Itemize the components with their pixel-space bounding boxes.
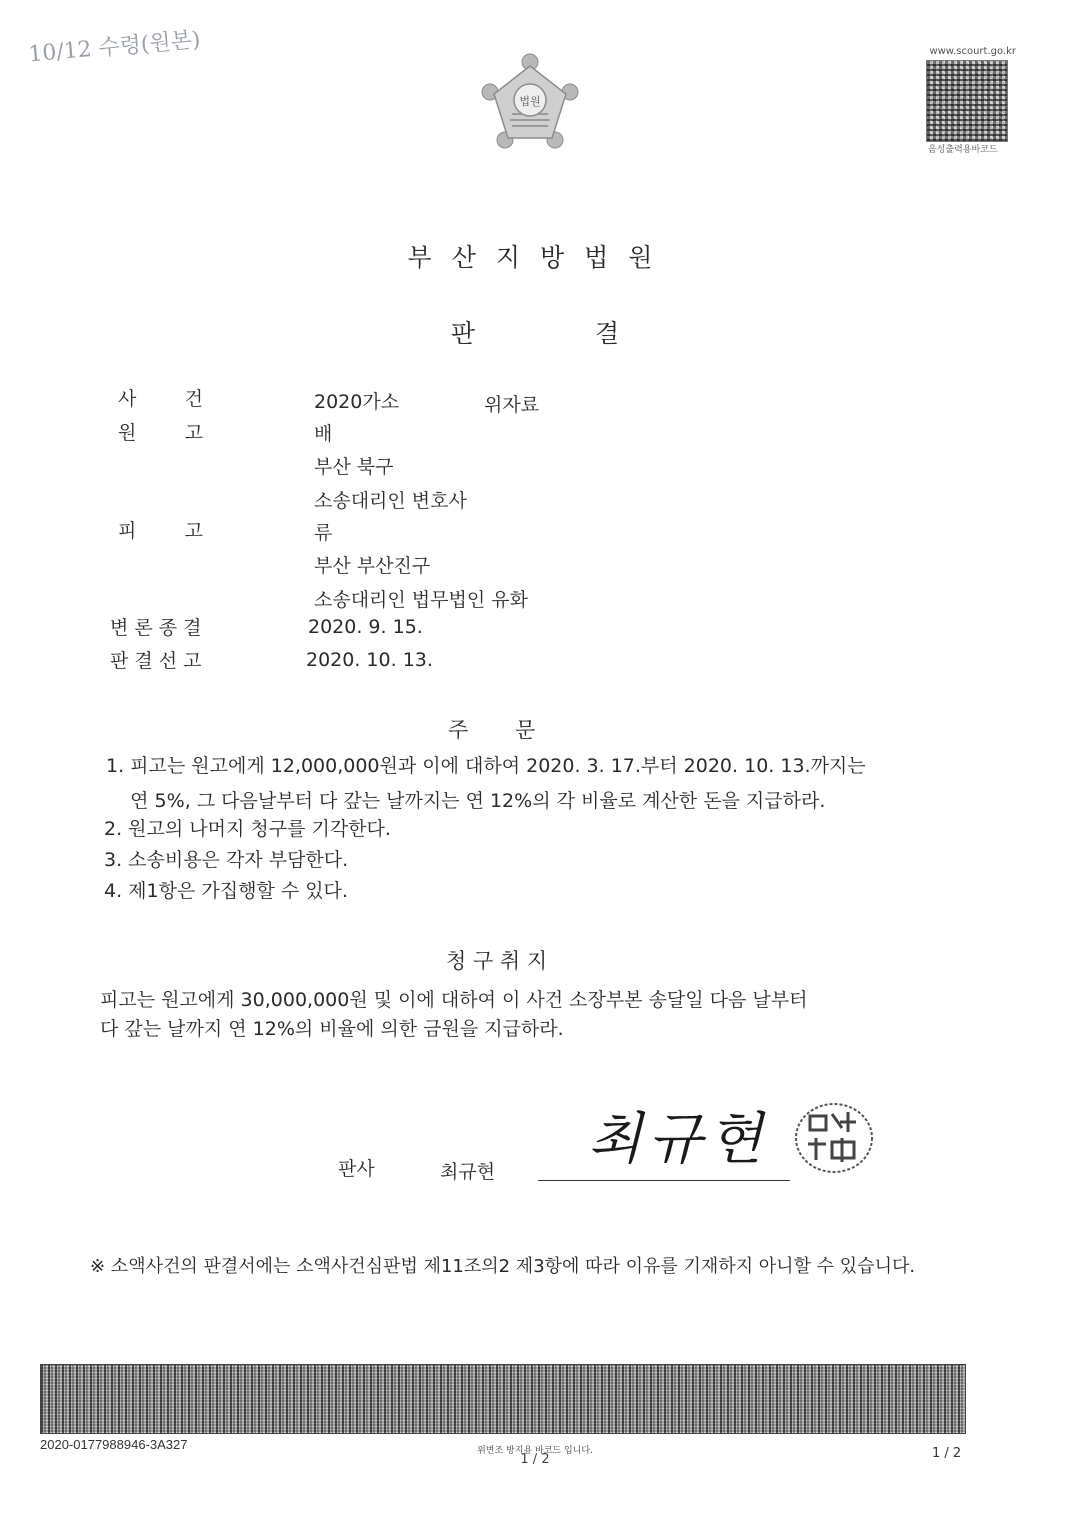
qr-code-block bbox=[922, 46, 1016, 155]
claim-line: 다 갚는 날까지 연 12%의 비율에 의한 금원을 지급하라. bbox=[100, 1018, 564, 1040]
plaintiff-label: 원 고 bbox=[118, 422, 204, 444]
judgment-item: 연 5%, 그 다음날부터 다 갚는 날까지는 연 12%의 각 비율로 계산한 돈을 지급하라. bbox=[106, 790, 826, 812]
signature-text: 최규현 bbox=[588, 1107, 769, 1172]
judgment-item: 2. 원고의 나머지 청구를 기각한다. bbox=[104, 818, 391, 840]
page-number-right: 1 / 2 bbox=[932, 1446, 962, 1461]
plaintiff-attorney: 소송대리인 변호사 bbox=[314, 490, 467, 512]
judge-signature bbox=[588, 1098, 878, 1178]
closing-date: 2020. 9. 15. bbox=[308, 616, 423, 638]
judgment-item: 1. 피고는 원고에게 12,000,000원과 이에 대하여 2020. 3. 17.부터 2020. 10. 13.까지는 bbox=[106, 755, 866, 777]
defendant-name: 류 bbox=[314, 522, 333, 544]
notice-text: ※ 소액사건의 판결서에는 소액사건심판법 제11조의2 제3항에 따라 이유를 기재하지 아니할 수 있습니다. bbox=[90, 1256, 916, 1277]
barcode-caption: 위변조 방지용 바코드 입니다. bbox=[477, 1446, 593, 1456]
case-number: 2020가소 bbox=[314, 391, 400, 413]
judgment-heading: 주 문 bbox=[448, 718, 536, 742]
judgment-item: 3. 소송비용은 각자 부담한다. bbox=[104, 849, 349, 871]
plaintiff-name: 배 bbox=[314, 423, 333, 445]
case-subject: 위자료 bbox=[484, 394, 540, 416]
ruling-label: 판 결 선 고 bbox=[110, 650, 202, 672]
seal-text: 법원 bbox=[519, 95, 541, 108]
claim-line: 피고는 원고에게 30,000,000원 및 이에 대하여 이 사건 소장부본 송달일 다음 날부터 bbox=[100, 989, 808, 1011]
document-title: 판결 bbox=[450, 319, 740, 348]
judge-title: 판사 bbox=[338, 1158, 375, 1180]
signature-line bbox=[538, 1180, 790, 1181]
qr-url: www.scourt.go.kr bbox=[929, 46, 1016, 57]
plaintiff-address: 부산 북구 bbox=[314, 456, 394, 478]
court-emblem-icon bbox=[478, 52, 582, 156]
judge-name: 최규현 bbox=[440, 1161, 496, 1183]
claim-heading: 청 구 취 지 bbox=[446, 949, 548, 973]
anti-forgery-barcode-icon bbox=[40, 1364, 966, 1434]
closing-label: 변 론 종 결 bbox=[110, 617, 202, 639]
ruling-date: 2020. 10. 13. bbox=[306, 649, 433, 671]
defendant-label: 피 고 bbox=[118, 520, 204, 542]
case-label: 사 건 bbox=[118, 388, 204, 410]
document-code: 2020-0177988946-3A327 bbox=[40, 1437, 188, 1452]
judgment-item: 4. 제1항은 가집행할 수 있다. bbox=[104, 880, 348, 902]
page-number-center: 1 / 2 bbox=[520, 1452, 550, 1467]
qr-caption: 음성출력용바코드 bbox=[928, 145, 998, 155]
judge-seal-icon bbox=[796, 1104, 872, 1172]
defendant-attorney: 소송대리인 법무법인 유화 bbox=[314, 589, 528, 611]
court-name: 부산지방법원 bbox=[407, 243, 673, 272]
qr-code-icon bbox=[926, 60, 1008, 142]
handwritten-note: 10/12 수령(원본) bbox=[27, 27, 202, 68]
defendant-address: 부산 부산진구 bbox=[314, 555, 431, 577]
